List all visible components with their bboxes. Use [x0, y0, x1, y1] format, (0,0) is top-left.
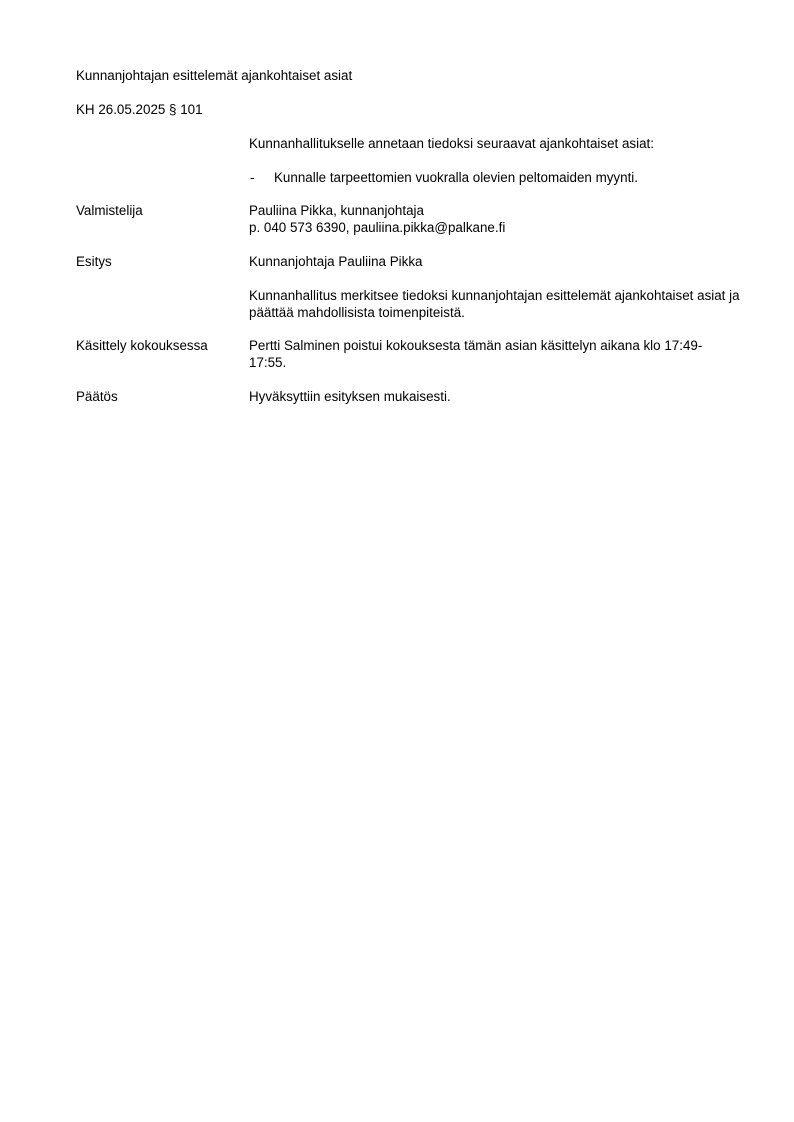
preparer-contact: p. 040 573 6390, pauliina.pikka@palkane.fi [249, 220, 506, 235]
proposal-presenter: Kunnanjohtaja Pauliina Pikka [249, 254, 423, 269]
document-title: Kunnanjohtajan esittelemät ajankohtaiset asiat [76, 68, 353, 83]
decision-label: Päätös [76, 389, 118, 404]
handling-text: Pertti Salminen poistui kokouksesta tämän asian käsittelyn aikana klo 17:49-17:55. [249, 338, 703, 370]
proposal-text: Kunnanhallitus merkitsee tiedoksi kunnanjohtajan esittelemät ajankohtaiset asiat ja päättää mahdollisista toimenpiteistä. [249, 288, 740, 320]
bullet-marker: - [250, 170, 255, 185]
preparer-label: Valmistelija [76, 203, 143, 218]
bullet-text: Kunnalle tarpeettomien vuokralla olevien peltomaiden myynti. [274, 170, 638, 185]
proposal-label: Esitys [76, 254, 112, 269]
meeting-reference: KH 26.05.2025 § 101 [76, 102, 203, 117]
preparer-name: Pauliina Pikka, kunnanjohtaja [249, 203, 424, 218]
intro-text: Kunnanhallitukselle annetaan tiedoksi seuraavat ajankohtaiset asiat: [249, 136, 654, 151]
decision-text: Hyväksyttiin esityksen mukaisesti. [249, 389, 451, 404]
handling-label: Käsittely kokouksessa [76, 338, 208, 353]
